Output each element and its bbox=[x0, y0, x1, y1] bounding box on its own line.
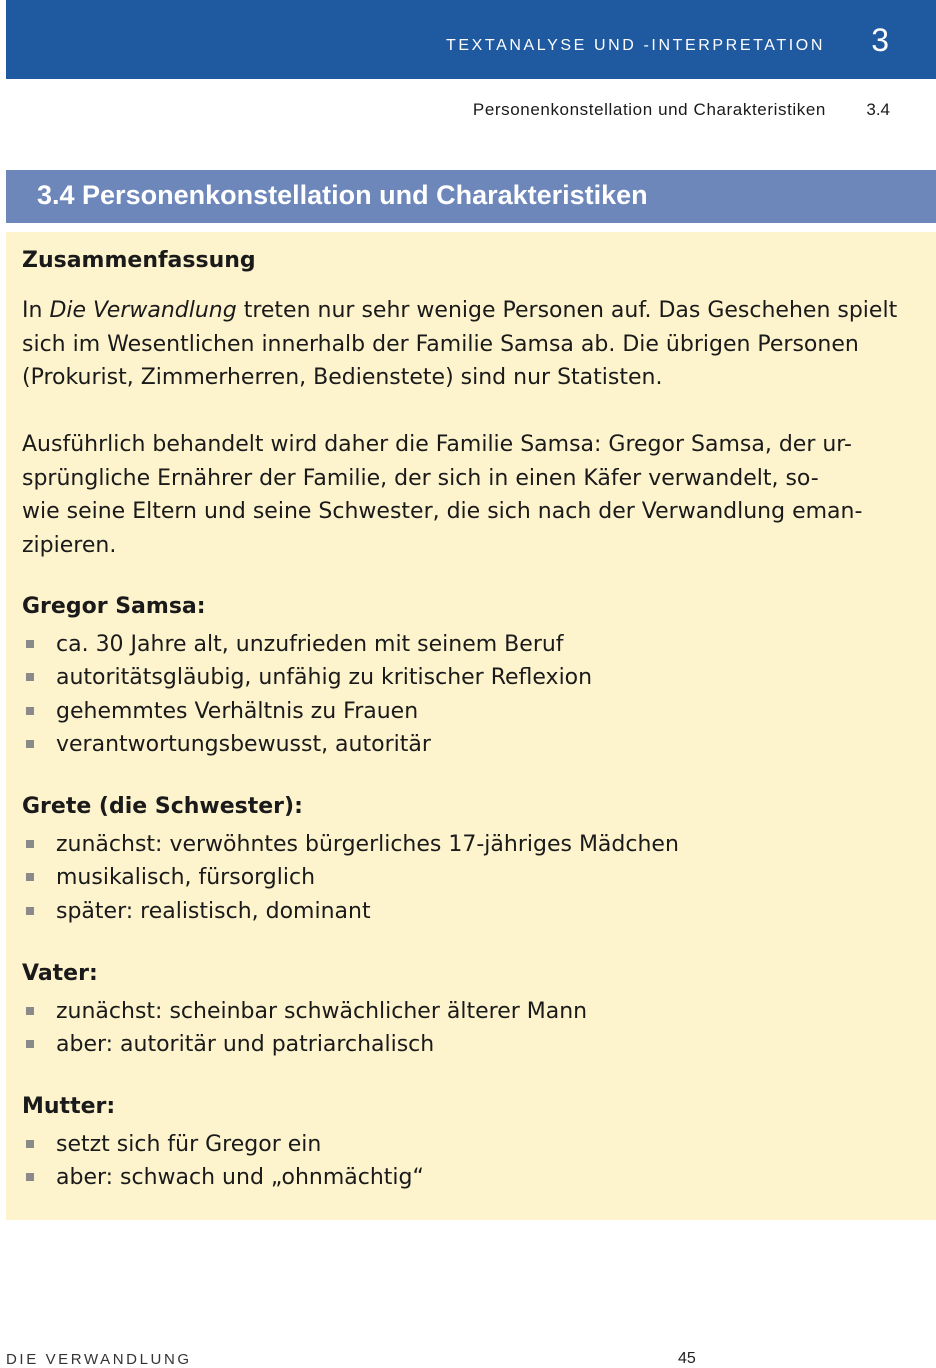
list-item bbox=[22, 861, 679, 894]
paragraph-line: sprüngliche Ernährer der Familie, der sich in einen Käfer verwandelt, so- bbox=[22, 465, 819, 491]
character-heading-grete: Grete (die Schwester): bbox=[22, 794, 303, 819]
running-head-number: 3.4 bbox=[866, 100, 890, 119]
summary-heading: Zusammenfassung bbox=[22, 248, 256, 273]
paragraph-line: (Prokurist, Zimmerherren, Bedienstete) sind nur Statisten. bbox=[22, 365, 663, 390]
list-item bbox=[22, 628, 592, 661]
list-item bbox=[22, 895, 679, 928]
summary-paragraph-2 bbox=[22, 428, 922, 562]
paragraph-line: wie seine Eltern und seine Schwester, die sich nach der Verwandlung eman- bbox=[22, 499, 863, 524]
list-item-text: autoritätsgläubig, unfähig zu kritischer Reflexion bbox=[56, 665, 593, 691]
list-item-text: zunächst: scheinbar schwächlicher älterer Mann bbox=[56, 999, 588, 1024]
summary-paragraph-1 bbox=[22, 294, 922, 395]
character-traits-vater bbox=[22, 995, 587, 1062]
paragraph-line: zipieren. bbox=[22, 532, 117, 558]
book-title-italic: Die Verwandlung bbox=[49, 298, 237, 323]
bullet-square-icon bbox=[26, 873, 34, 881]
list-item-text: musikalisch, fürsorglich bbox=[56, 865, 316, 891]
bullet-square-icon bbox=[26, 1173, 34, 1181]
bullet-square-icon bbox=[26, 673, 34, 681]
list-item-text: gehemmtes Verhältnis zu Frauen bbox=[56, 698, 419, 724]
list-item-text: später: realistisch, dominant bbox=[56, 898, 371, 924]
running-head bbox=[0, 100, 936, 122]
list-item-text: aber: autoritär und patriarchalisch bbox=[56, 1032, 435, 1058]
bullet-square-icon bbox=[26, 907, 34, 915]
character-heading-mutter: Mutter: bbox=[22, 1094, 116, 1119]
list-item-text: verantwortungsbewusst, autoritär bbox=[56, 732, 431, 758]
character-traits-grete bbox=[22, 828, 679, 928]
bullet-square-icon bbox=[26, 707, 34, 715]
text-run: treten nur sehr wenige Personen auf. Das Geschehen spielt bbox=[236, 298, 898, 323]
character-traits-gregor bbox=[22, 628, 592, 762]
summary-box bbox=[6, 232, 936, 1220]
running-head-title: Personenkonstellation und Charakteristiken bbox=[472, 100, 826, 119]
paragraph-line: sich im Wesentlichen innerhalb der Familie Samsa ab. Die übrigen Personen bbox=[22, 331, 859, 357]
paragraph-line: Ausführlich behandelt wird daher die Familie Samsa: Gregor Samsa, der ur- bbox=[22, 432, 852, 457]
section-title: 3.4 Personenkonstellation und Charakteristiken bbox=[37, 180, 648, 210]
bullet-square-icon bbox=[26, 1007, 34, 1015]
chapter-title: TEXTANALYSE UND -INTERPRETATION bbox=[446, 37, 825, 54]
list-item bbox=[22, 695, 592, 728]
list-item-text: aber: schwach und „ohnmächtig“ bbox=[56, 1165, 424, 1191]
bullet-square-icon bbox=[26, 1040, 34, 1048]
footer-page-number: 45 bbox=[678, 1350, 696, 1367]
list-item bbox=[22, 828, 679, 861]
character-heading-gregor: Gregor Samsa: bbox=[22, 594, 206, 619]
bullet-square-icon bbox=[26, 740, 34, 748]
list-item bbox=[22, 1161, 424, 1194]
chapter-header-bar bbox=[6, 0, 936, 79]
bullet-square-icon bbox=[26, 1140, 34, 1148]
list-item bbox=[22, 1128, 424, 1161]
section-title-bar bbox=[6, 170, 936, 223]
text-run: In bbox=[22, 298, 50, 323]
chapter-number: 3 bbox=[871, 22, 889, 58]
list-item bbox=[22, 728, 592, 761]
list-item bbox=[22, 1028, 587, 1061]
bullet-square-icon bbox=[26, 640, 34, 648]
list-item-text: zunächst: verwöhntes bürgerliches 17-jähriges Mädchen bbox=[56, 832, 679, 857]
paragraph-line bbox=[22, 294, 922, 328]
list-item bbox=[22, 995, 587, 1028]
list-item bbox=[22, 661, 592, 694]
character-heading-vater: Vater: bbox=[22, 961, 98, 986]
character-traits-mutter bbox=[22, 1128, 424, 1195]
list-item-text: setzt sich für Gregor ein bbox=[56, 1132, 322, 1157]
bullet-square-icon bbox=[26, 840, 34, 848]
footer-book-title: DIE VERWANDLUNG bbox=[6, 1351, 192, 1368]
list-item-text: ca. 30 Jahre alt, unzufrieden mit seinem Beruf bbox=[56, 632, 564, 657]
